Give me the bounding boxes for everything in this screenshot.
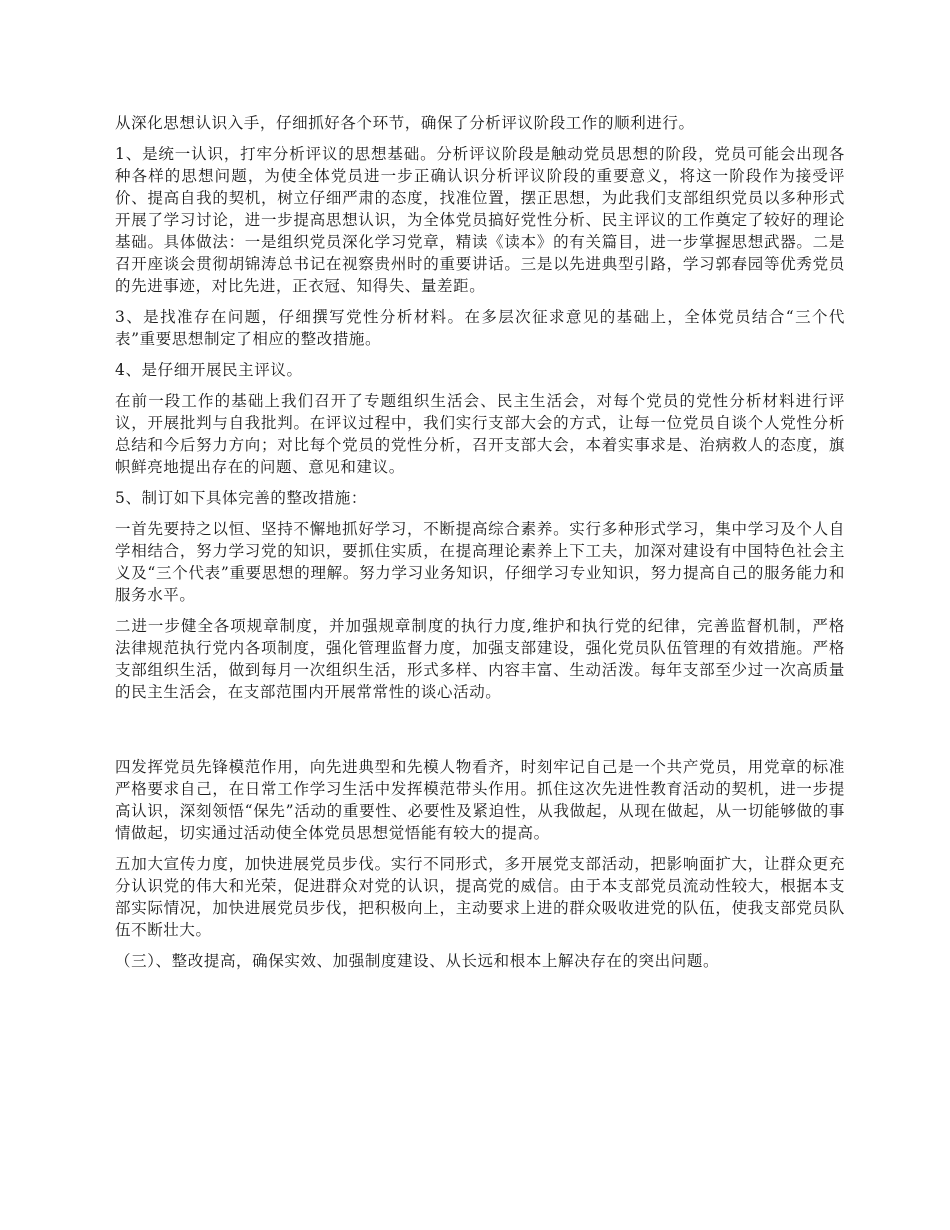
- paragraph-measure-5: 五加大宣传力度，加快进展党员步伐。实行不同形式，多开展党支部活动，把影响面扩大，让群众更充分认识党的伟大和光荣，促进群众对党的认识，提高党的威信。由于本支部党员流动性较大，根据本支部实际情况，加快进展党员步伐，把积极向上，主动要求上进的群众吸收进党的队伍，使我支部党员队伍不断壮大。: [115, 855, 845, 939]
- paragraph-measure-4: 四发挥党员先锋模范作用，向先进典型和先模人物看齐，时刻牢记自己是一个共产党员，用党章的标准严格要求自己，在日常工作学习生活中发挥模范带头作用。抓住这次先进性教育活动的契机，进一步提高认识，深刻领悟“保先”活动的重要性、必要性及紧迫性，从我做起，从现在做起，从一切能够做的事情做起，切实通过活动使全体党员思想觉悟能有较大的提高。: [115, 758, 845, 842]
- section-spacer: [115, 712, 845, 756]
- paragraph-item-3: 3、是找准存在问题，仔细撰写党性分析材料。在多层次征求意见的基础上，全体党员结合“三个代表”重要思想制定了相应的整改措施。: [115, 308, 845, 348]
- paragraph-item-4: 4、是仔细开展民主评议。: [115, 361, 303, 379]
- paragraph-item-5: 5、制订如下具体完善的整改措施：: [115, 489, 367, 507]
- paragraph-measure-2: 二进一步健全各项规章制度，并加强规章制度的执行力度,维护和执行党的纪律，完善监督机制，严格法律规范执行党内各项制度，强化管理监督力度，加强支部建设，强化党员队伍管理的有效措施。严格支部组织生活，做到每月一次组织生活，形式多样、内容丰富、生动活泼。每年支部至少过一次高质量的民主生活会，在支部范围内开展常常性的谈心活动。: [115, 617, 845, 701]
- paragraph-section-3: （三）、整改提高，确保实效、加强制度建设、从长远和根本上解决存在的突出问题。: [115, 952, 720, 970]
- paragraph-item-1: 1、是统一认识，打牢分析评议的思想基础。分析评议阶段是触动党员思想的阶段，党员可能会出现各种各样的思想问题，为使全体党员进一步正确认识分析评议阶段的重要意义，将这一阶段作为接受评价、提高自我的契机，树立仔细严肃的态度，找准位置，摆正思想，为此我们支部组织党员以多种形式开展了学习讨论，进一步提高思想认识，为全体党员搞好党性分析、民主评议的工作奠定了较好的理论基础。具体做法：一是组织党员深化学习党章，精读《读本》的有关篇目，进一步掌握思想武器。二是召开座谈会贯彻胡锦涛总书记在视察贵州时的重要讲话。三是以先进典型引路，学习郭春园等优秀党员的先进事迹，对比先进，正衣冠、知得失、量差距。: [115, 145, 845, 295]
- document-body: [115, 112, 845, 981]
- paragraph-intro: 从深化思想认识入手，仔细抓好各个环节，确保了分析评议阶段工作的顺利进行。: [115, 114, 695, 132]
- paragraph-measure-1: 一首先要持之以恒、坚持不懈地抓好学习，不断提高综合素养。实行多种形式学习，集中学习及个人自学相结合，努力学习党的知识，要抓住实质，在提高理论素养上下工夫，加深对建设有中国特色社会主义及“三个代表”重要思想的理解。努力学习业务知识，仔细学习专业知识，努力提高自己的服务能力和服务水平。: [115, 520, 845, 604]
- paragraph-review-process: 在前一段工作的基础上我们召开了专题组织生活会、民主生活会，对每个党员的党性分析材料进行评议，开展批判与自我批判。在评议过程中，我们实行支部大会的方式，让每一位党员自谈个人党性分析总结和今后努力方向；对比每个党员的党性分析，召开支部大会，本着实事求是、治病救人的态度，旗帜鲜亮地提出存在的问题、意见和建议。: [115, 392, 845, 476]
